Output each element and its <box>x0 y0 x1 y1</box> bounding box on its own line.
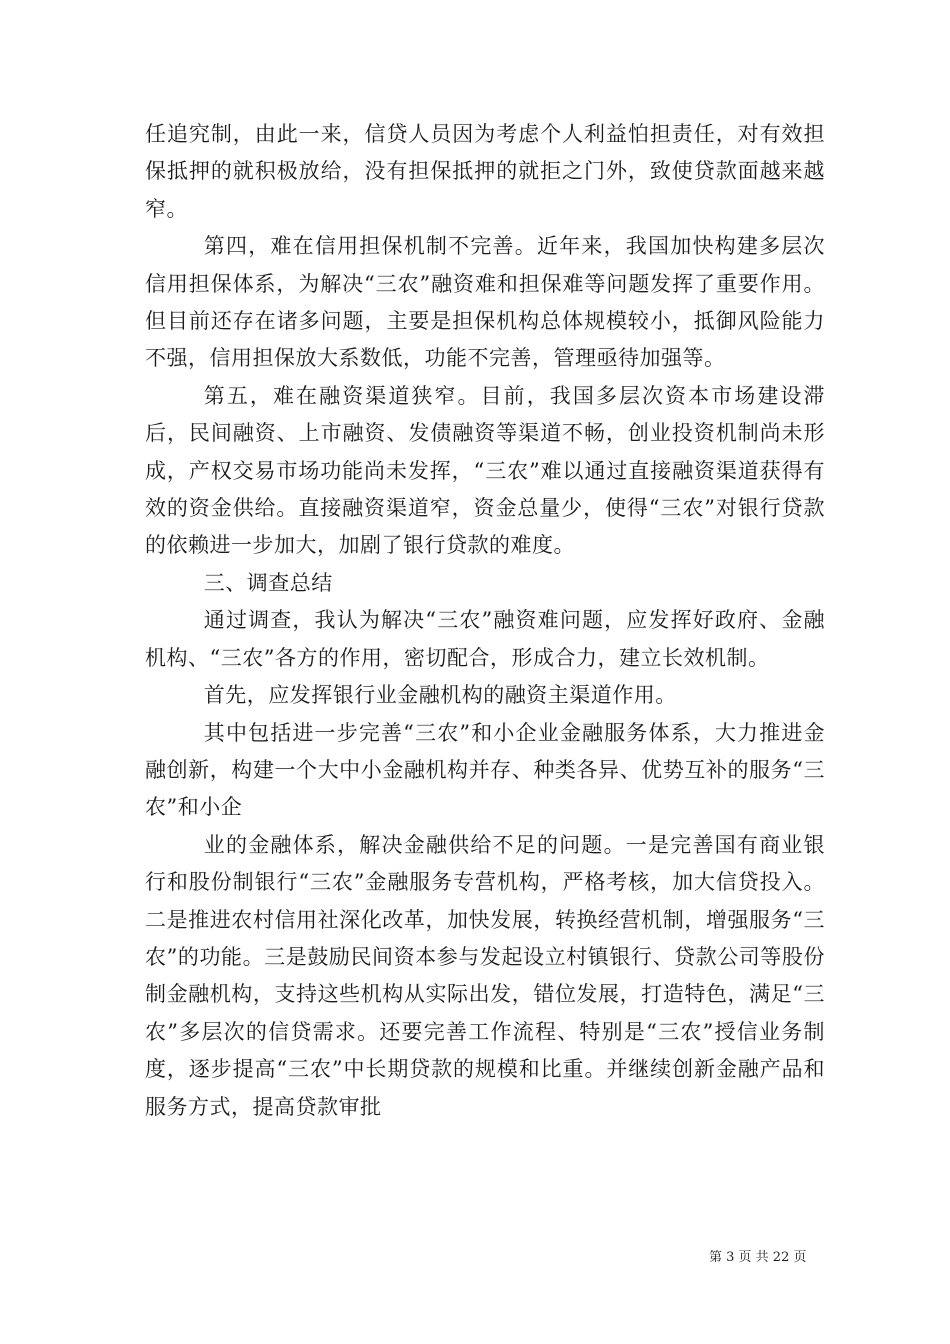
paragraph-fourth-credit-guarantee: 第四，难在信用担保机制不完善。近年来，我国加快构建多层次信用担保体系，为解决“三农”融资难和担保难等问题发挥了重要作用。但目前还存在诸多问题，主要是担保机构总体规模较小，抵御风险能力不强，信用担保放大系数低，功能不完善，管理亟待加强等。 <box>145 234 825 371</box>
paragraph-first-point: 首先，应发挥银行业金融机构的融资主渠道作用。 <box>203 683 677 708</box>
document-body <box>145 116 825 1126</box>
paragraph-financial-system: 其中包括进一步完善“三农”和小企业金融服务体系，大力推进金融创新，构建一个大中小金融机构并存、种类各异、优势互补的服务“三农”和小企 <box>145 720 825 820</box>
paragraph-survey-conclusion: 通过调查，我认为解决“三农”融资难问题，应发挥好政府、金融机构、“三农”各方的作用，密切配合，形成合力，建立长效机制。 <box>145 608 825 670</box>
paragraph-responsibility: 任追究制，由此一来，信贷人员因为考虑个人利益怕担责任，对有效担保抵押的就积极放给，没有担保抵押的就拒之门外，致使贷款面越来越窄。 <box>145 122 825 221</box>
page-number-footer: 第 3 页 共 22 页 <box>709 1250 807 1265</box>
paragraph-fifth-financing-channels: 第五，难在融资渠道狭窄。目前，我国多层次资本市场建设滞后，民间融资、上市融资、发债融资等渠道不畅，创业投资机制尚未形成，产权交易市场功能尚未发挥，“三农”难以通过直接融资渠道获得有效的资金供给。直接融资渠道窄，资金总量少，使得“三农”对银行贷款的依赖进一步加大，加剧了银行贷款的难度。 <box>145 383 825 558</box>
section-heading-summary: 三、调查总结 <box>203 570 333 595</box>
paragraph-financial-system-continued: 业的金融体系，解决金融供给不足的问题。一是完善国有商业银行和股份制银行“三农”金融服务专营机构，严格考核，加大信贷投入。二是推进农村信用社深化改革，加快发展，转换经营机制，增强服务“三农”的功能。三是鼓励民间资本参与发起设立村镇银行、贷款公司等股份制金融机构，支持这些机构从实际出发，错位发展，打造特色，满足“三农”多层次的信贷需求。还要完善工作流程、特别是“三农”授信业务制度，逐步提高“三农”中长期贷款的规模和比重。并继续创新金融产品和服务方式，提高贷款审批 <box>145 832 825 1119</box>
